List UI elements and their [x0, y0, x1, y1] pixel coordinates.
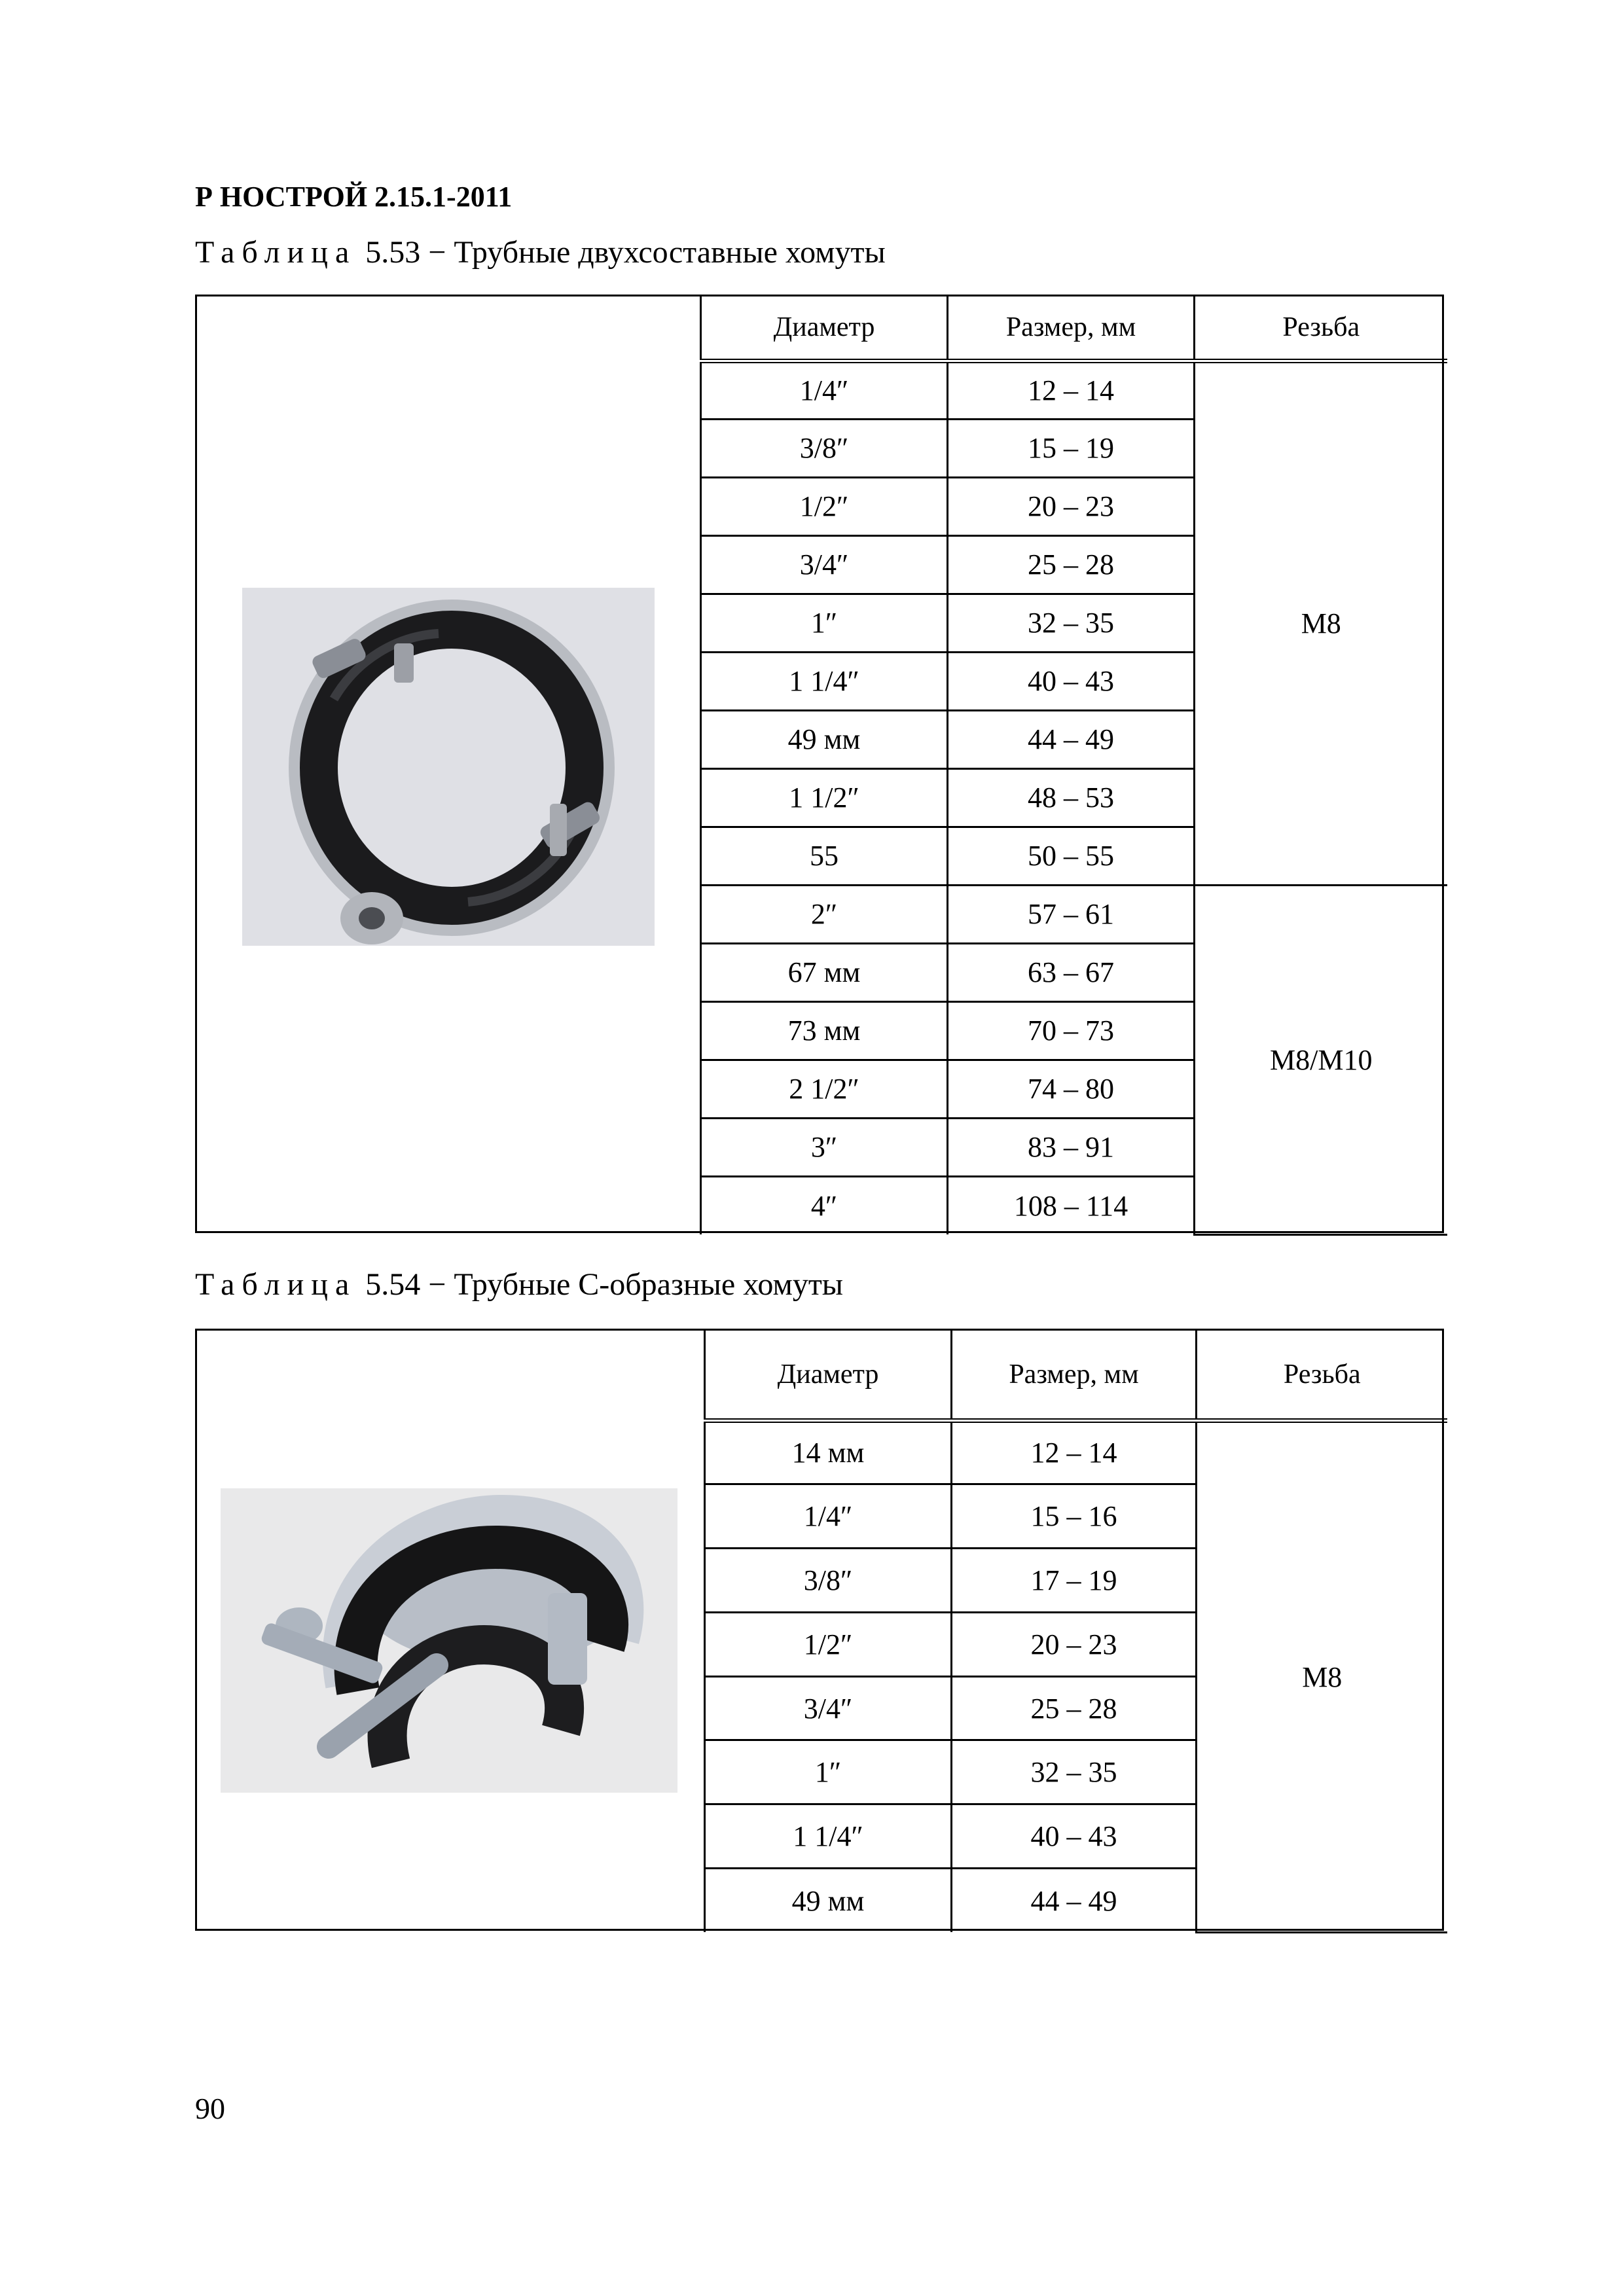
- table-5-54: [195, 1329, 1444, 1931]
- size-cell: 44 – 49: [948, 710, 1195, 768]
- column-header: Резьба: [1195, 296, 1447, 361]
- diameter-cell: 49 мм: [701, 710, 948, 768]
- size-cell: 17 – 19: [952, 1549, 1197, 1613]
- diameter-cell: 1 1/4″: [705, 1804, 952, 1869]
- size-cell: 15 – 19: [948, 419, 1195, 477]
- page-number: 90: [195, 2092, 225, 2125]
- size-cell: 15 – 16: [952, 1484, 1197, 1549]
- column-header: Размер, мм: [952, 1331, 1197, 1420]
- size-cell: 48 – 53: [948, 768, 1195, 827]
- size-cell: 32 – 35: [948, 594, 1195, 652]
- diameter-cell: 3/4″: [705, 1676, 952, 1740]
- column-header: Размер, мм: [948, 296, 1195, 361]
- diameter-cell: 3″: [701, 1118, 948, 1176]
- diameter-cell: 3/8″: [705, 1549, 952, 1613]
- diameter-cell: 1 1/4″: [701, 652, 948, 710]
- document-code: Р НОСТРОЙ 2.15.1-2011: [195, 181, 513, 213]
- diameter-cell: 1/2″: [705, 1612, 952, 1676]
- thread-cell: М8: [1195, 361, 1447, 885]
- size-cell: 25 – 28: [952, 1676, 1197, 1740]
- diameter-cell: 67 мм: [701, 943, 948, 1001]
- table-5-54-grid: [704, 1331, 1447, 1933]
- size-cell: 20 – 23: [952, 1612, 1197, 1676]
- caption-label: Таблица: [195, 1267, 357, 1302]
- column-header: Диаметр: [701, 296, 948, 361]
- size-cell: 25 – 28: [948, 535, 1195, 594]
- diameter-cell: 3/8″: [701, 419, 948, 477]
- size-cell: 20 – 23: [948, 477, 1195, 535]
- thread-cell: М8: [1197, 1420, 1447, 1932]
- diameter-cell: 1/4″: [705, 1484, 952, 1549]
- column-header: Диаметр: [705, 1331, 952, 1420]
- table-5-54-caption: [195, 1266, 843, 1302]
- diameter-cell: 1 1/2″: [701, 768, 948, 827]
- diameter-cell: 1/4″: [701, 361, 948, 419]
- column-header: Резьба: [1197, 1331, 1447, 1420]
- diameter-cell: 3/4″: [701, 535, 948, 594]
- size-cell: 32 – 35: [952, 1740, 1197, 1804]
- diameter-cell: 2″: [701, 885, 948, 943]
- diameter-cell: 1″: [705, 1740, 952, 1804]
- diameter-cell: 1/2″: [701, 477, 948, 535]
- table-5-53: [195, 295, 1444, 1233]
- diameter-cell: 49 мм: [705, 1869, 952, 1933]
- size-cell: 74 – 80: [948, 1060, 1195, 1118]
- size-cell: 70 – 73: [948, 1001, 1195, 1060]
- size-cell: 57 – 61: [948, 885, 1195, 943]
- diameter-cell: 4″: [701, 1176, 948, 1234]
- diameter-cell: 2 1/2″: [701, 1060, 948, 1118]
- caption-text: 5.53 − Трубные двухсоставные хомуты: [365, 235, 886, 270]
- size-cell: 108 – 114: [948, 1176, 1195, 1234]
- table-row: [701, 885, 1447, 943]
- size-cell: 50 – 55: [948, 827, 1195, 885]
- table-header-row: [701, 296, 1447, 361]
- table-5-53-caption: [195, 234, 886, 270]
- size-cell: 83 – 91: [948, 1118, 1195, 1176]
- size-cell: 40 – 43: [952, 1804, 1197, 1869]
- caption-text: 5.54 − Трубные С-образные хомуты: [365, 1267, 844, 1302]
- diameter-cell: 55: [701, 827, 948, 885]
- size-cell: 12 – 14: [948, 361, 1195, 419]
- size-cell: 12 – 14: [952, 1420, 1197, 1484]
- size-cell: 44 – 49: [952, 1869, 1197, 1933]
- pipe-clamp-two-piece-photo: [242, 588, 655, 946]
- size-cell: 63 – 67: [948, 943, 1195, 1001]
- diameter-cell: 1″: [701, 594, 948, 652]
- table-row: [701, 361, 1447, 419]
- size-cell: 40 – 43: [948, 652, 1195, 710]
- thread-cell: М8/М10: [1195, 885, 1447, 1234]
- table-header-row: [705, 1331, 1447, 1420]
- pipe-clamp-c-shaped-photo: [221, 1488, 677, 1793]
- table-5-53-grid: [700, 296, 1447, 1236]
- diameter-cell: 14 мм: [705, 1420, 952, 1484]
- diameter-cell: 73 мм: [701, 1001, 948, 1060]
- table-row: [705, 1420, 1447, 1484]
- caption-label: Таблица: [195, 235, 357, 270]
